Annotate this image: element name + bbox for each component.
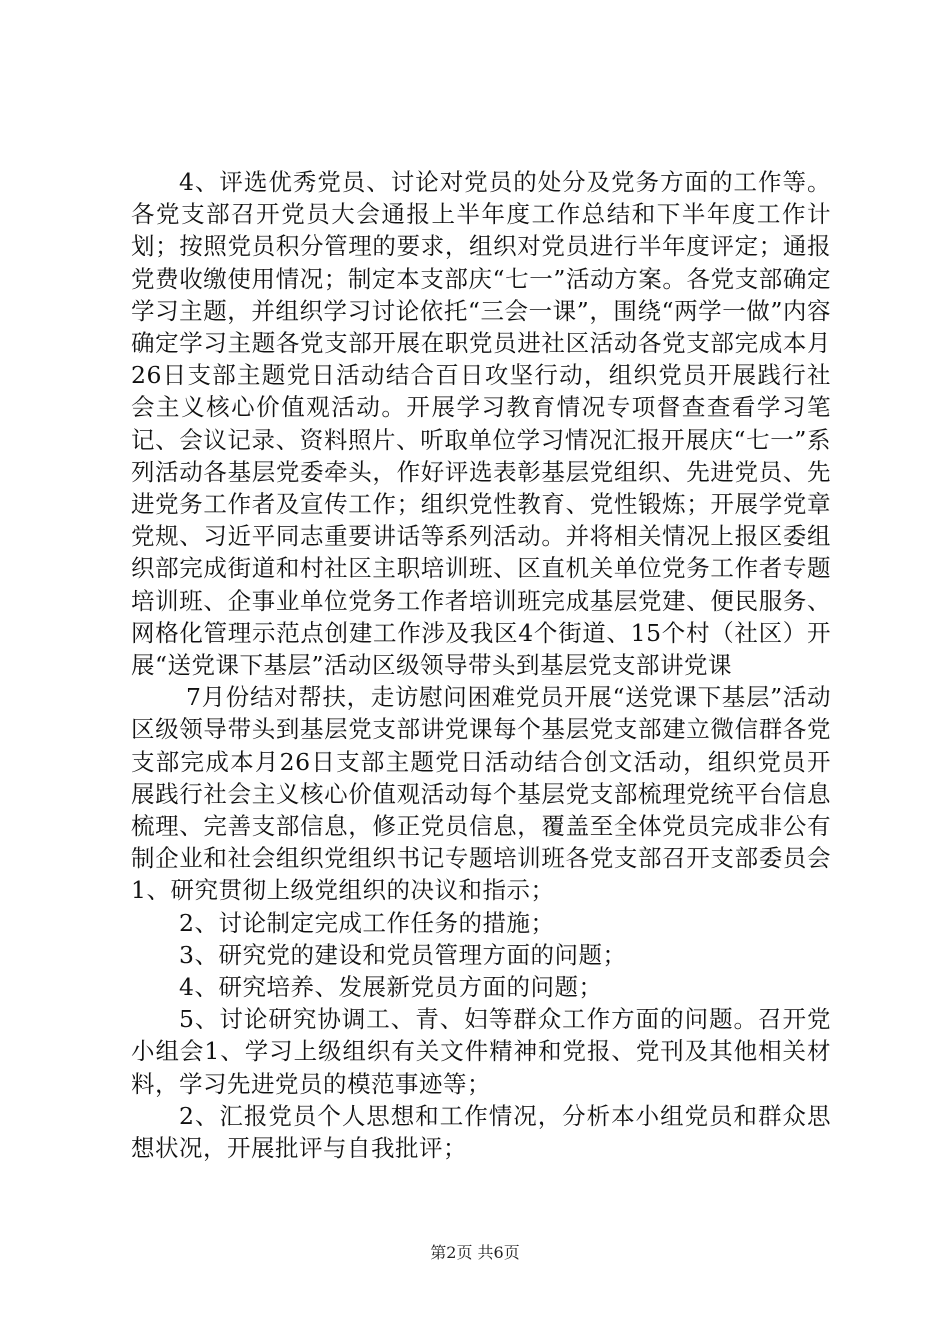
paragraph-item-2-measures: 2、讨论制定完成工作任务的措施； [179, 908, 555, 937]
paragraph-item-4-new-members: 4、研究培养、发展新党员方面的问题； [179, 973, 603, 1002]
paragraph-item-5-mass-work: 5、讨论研究协调工、青、妇等群众工作方面的问题。召开党小组会1、学习上级组织有关文件精神和党报、党刊及其他相关材料，学习先进党员的模范事迹等； [131, 1005, 831, 1098]
paragraph-july-tasks: 7月份结对帮扶，走访慰问困难党员开展“送党课下基层”活动区级领导带头到基层党支部讲党课每个基层党支部建立微信群各党支部完成本月26日支部主题党日活动结合创文活动，组织党员开展践行社会主义核心价值观活动每个基层党支部梳理党统平台信息梳理、完善支部信息，修正党员信息，覆盖至全体党员完成非公有制企业和社会组织党组织书记专题培训班各党支部召开支部委员会1、研究贯彻上级党组织的决议和指示； [131, 683, 831, 905]
paragraph-item-2-report-thoughts: 2、汇报党员个人思想和工作情况，分析本小组党员和群众思想状况，开展批评与自我批评； [131, 1101, 831, 1163]
paragraph-item-3-party-building: 3、研究党的建设和党员管理方面的问题； [179, 940, 627, 969]
paragraph-item-4-party-branch-tasks: 4、评选优秀党员、讨论对党员的处分及党务方面的工作等。各党支部召开党员大会通报上半年度工作总结和下半年度工作计划；按照党员积分管理的要求，组织对党员进行半年度评定；通报党费收缴使用情况；制定本支部庆“七一”活动方案。各党支部确定学习主题，并组织学习讨论依托“三会一课”，围绕“两学一做”内容确定学习主题各党支部开展在职党员进社区活动各党支部完成本月26日支部主题党日活动结合百日攻坚行动，组织党员开展践行社会主义核心价值观活动。开展学习教育情况专项督查查看学习笔记、会议记录、资料照片、听取单位学习情况汇报开展庆“七一”系列活动各基层党委牵头，作好评选表彰基层党组织、先进党员、先进党务工作者及宣传工作；组织党性教育、党性锻炼；开展学党章党规、习近平同志重要讲话等系列活动。并将相关情况上报区委组织部完成街道和村社区主职培训班、区直机关单位党务工作者专题培训班、企事业单位党务工作者培训班完成基层党建、便民服务、网格化管理示范点创建工作涉及我区4个街道、15个村（社区）开展“送党课下基层”活动区级领导带头到基层党支部讲党课 [131, 168, 831, 680]
document-body [131, 166, 831, 1164]
page-number-footer: 第2页 共6页 [430, 1243, 520, 1262]
